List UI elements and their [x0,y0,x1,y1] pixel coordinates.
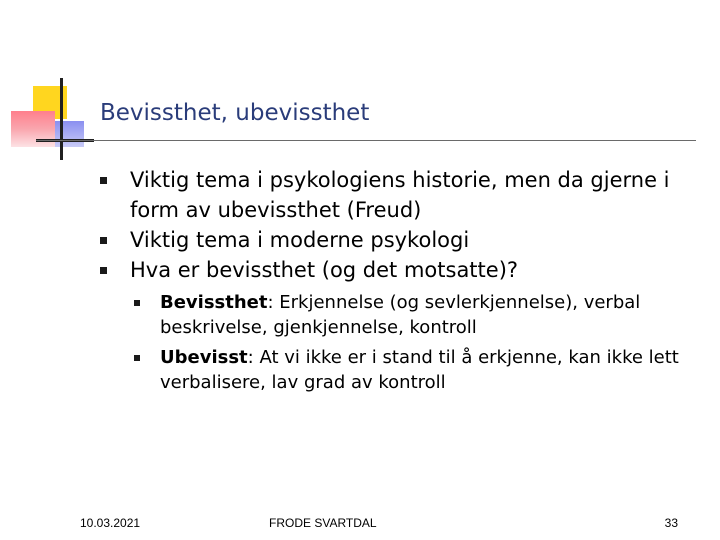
bullet-item [130,255,700,395]
sub-bullet-item [160,290,690,340]
footer-author: FRODE SVARTDAL [269,516,377,530]
bullet-item [130,225,700,255]
logo-vertical-line [60,78,63,160]
bullet-item [130,165,700,225]
sub-bullet-item [160,345,690,395]
slide-logo-graphic [0,0,100,170]
sub-bullet-term: Ubevisst [160,347,248,368]
bullet-list [130,165,700,400]
sub-bullet-square-icon [134,355,140,361]
title-underline [36,140,696,141]
bullet-text: Viktig tema i moderne psykologi [130,228,470,252]
sub-bullet-text: : At vi ikke er i stand til å erkjenne, kan ikke lett verbalisere, lav grad av kontroll [160,347,679,393]
bullet-square-icon [100,237,107,244]
sub-bullet-term: Bevissthet [160,292,268,313]
slide-title: Bevissthet, ubevissthet [100,100,370,126]
footer-page-number: 33 [664,516,678,530]
bullet-square-icon [100,177,107,184]
sub-bullet-square-icon [134,300,140,306]
bullet-text: Viktig tema i psykologiens historie, men da gjerne i form av ubevissthet (Freud) [130,168,670,222]
bullet-square-icon [100,267,107,274]
sub-bullet-list [160,290,690,395]
bullet-text: Hva er bevissthet (og det motsatte)? [130,258,519,282]
footer-date: 10.03.2021 [80,516,141,530]
sub-bullet-text: : Erkjennelse (og sevlerkjennelse), verbal beskrivelse, gjenkjennelse, kontroll [160,292,641,338]
